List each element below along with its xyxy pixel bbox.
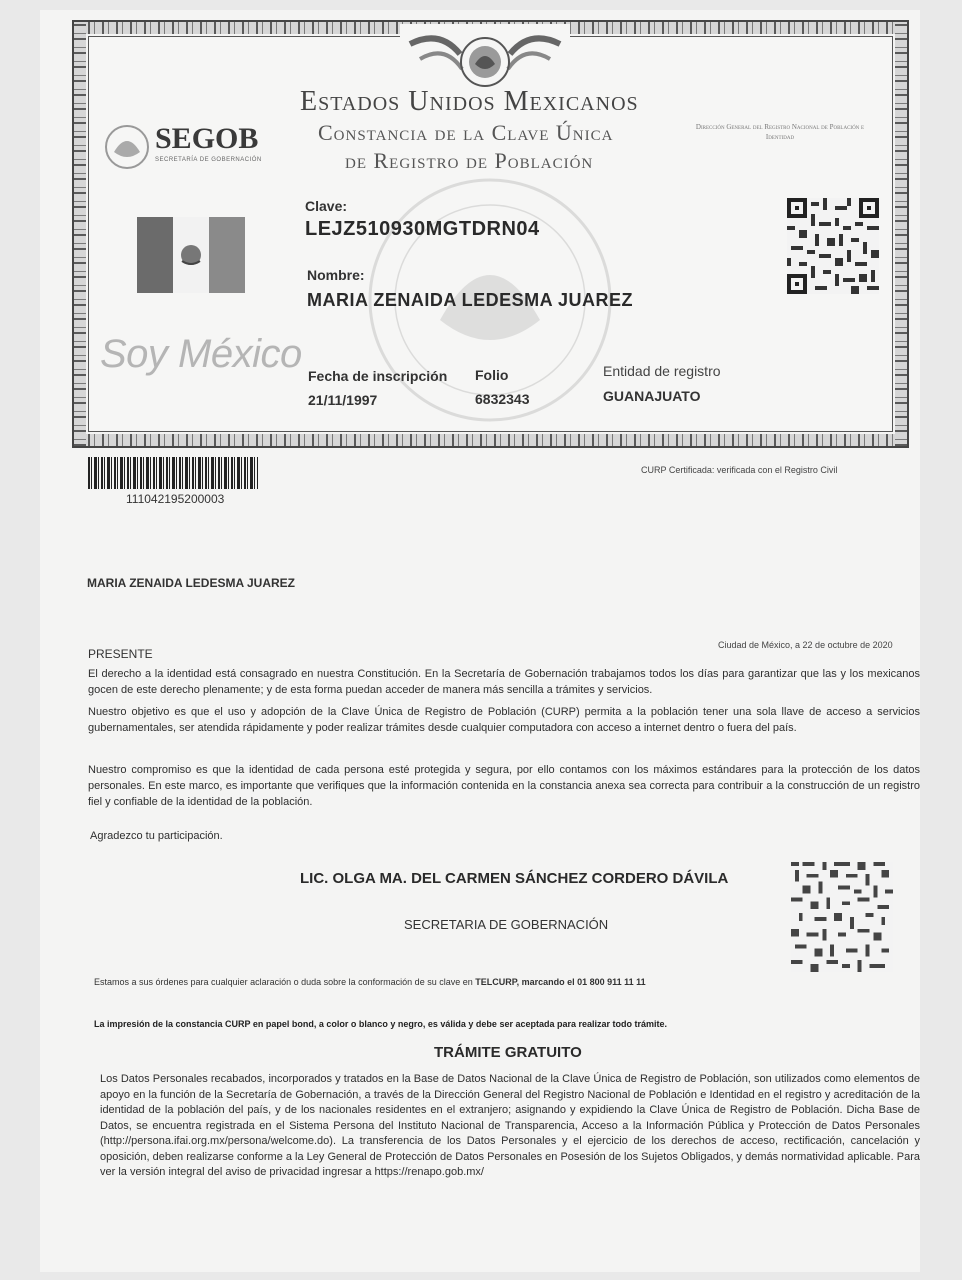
nombre-value: MARIA ZENAIDA LEDESMA JUAREZ	[307, 290, 634, 310]
barcode-icon	[88, 457, 258, 489]
document-subtitle-line2: de Registro de Población	[345, 148, 594, 173]
signer-name: LIC. OLGA MA. DEL CARMEN SÁNCHEZ CORDERO DÁVILA	[300, 870, 729, 887]
signer-title: SECRETARIA DE GOBERNACIÓN	[404, 917, 609, 932]
tramite-gratuito-heading: TRÁMITE GRATUITO	[434, 1044, 582, 1061]
document-subtitle-line1: Constancia de la Clave Única	[318, 120, 614, 145]
letter-paragraph-2: Nuestro objetivo es que el uso y adopción de la Clave Única de Registro de Población (CURP) permita a la población tener una sola llave de acceso a servicios gubernamentales, ser atendida rápidamente y poder realizar trámites desde cualquier computadora con acceso a internet dentro o fuera del país.	[88, 706, 920, 734]
clave-label: Clave:	[305, 198, 348, 214]
letter-date: Ciudad de México, a 22 de octubre de 2020	[718, 640, 893, 650]
presente-heading: PRESENTE	[88, 647, 153, 661]
border-strip-left	[74, 22, 86, 446]
contact-line	[94, 977, 854, 987]
border-strip-bottom	[74, 434, 907, 446]
fecha-value: 21/11/1997	[308, 392, 378, 408]
document-title: Estados Unidos Mexicanos	[300, 86, 639, 117]
folio-value: 6832343	[475, 391, 530, 407]
thanks-text: Agradezco tu participación.	[90, 830, 223, 842]
clave-value: LEJZ510930MGTDRN04	[305, 218, 540, 240]
national-seal-icon	[400, 24, 570, 94]
entidad-value: GUANAJUATO	[603, 388, 701, 404]
print-validity-note: La impresión de la constancia CURP en papel bond, a color o blanco y negro, es válida y debe ser aceptada para realizar todo trámite.	[94, 1019, 668, 1029]
qr-code-icon	[790, 862, 894, 972]
recipient-name: MARIA ZENAIDA LEDESMA JUAREZ	[87, 576, 296, 590]
barcode-number: 111042195200003	[126, 492, 225, 506]
letter-paragraph-1: El derecho a la identidad está consagrado en nuestra Constitución. En la Secretaría de Gobernación trabajamos todos los días para garantizar que las y los mexicanos gocen de este derecho plenamente; y de esta forma puedan acceder de manera más sencilla a trámites y servicios.	[88, 668, 920, 696]
privacy-notice: Los Datos Personales recabados, incorporados y tratados en la Base de Datos Nacional de la Clave Única de Registro de Población, son utilizados como elementos de apoyo en la función de la Secretaría de Gobernación, a través de la Dirección General del Registro Nacional de Población e Identidad en el registro y acreditación de la identidad de la población del país, y de los nacionales residentes en el extranjero; asignando y expidiendo la Clave Única de Registro de Población. Dicha Base de Datos, se encuentra registrada en el Sistema Persona del Instituto Nacional de Transparencia, Acceso a la Información Pública y Protección de Datos Personales (http://persona.ifai.org.mx/persona/welcome.do). La transferencia de los Datos Personales y el ejercicio de los derechos de acceso, rectificación, cancelación y oposición, deben realizarse conforme a la Ley General de Protección de Datos Personales en Posesión de los Sujetos Obligados, y demás normatividad aplicable. Para ver la versión integral del aviso de privacidad ingresar a https://renapo.gob.mx/	[100, 1073, 920, 1178]
nombre-label: Nombre:	[307, 267, 365, 283]
border-strip-right	[895, 22, 907, 446]
directorate-text: Dirección General del Registro Nacional de Población e Identidad	[695, 123, 865, 141]
contact-phone: TELCURP, marcando el 01 800 911 11 11	[475, 977, 646, 987]
qr-code-icon	[787, 197, 879, 295]
segob-logo-text: SEGOB	[155, 122, 259, 155]
folio-label: Folio	[475, 367, 509, 383]
segob-emblem-icon	[104, 124, 150, 170]
contact-text: Estamos a sus órdenes para cualquier aclaración o duda sobre la conformación de su clave en	[94, 977, 476, 987]
letter-paragraph-3: Nuestro compromiso es que la identidad de cada persona esté protegida y segura, por ello contamos con los máximos estándares para la protección de los datos personales. En este marco, es importante que verifiques que la información contenida en la constancia anexa sea correcta para contribuir a la construcción de un registro fiel y confiable de la identidad de la población.	[88, 764, 920, 808]
mexico-flag-icon	[137, 217, 245, 293]
fecha-label: Fecha de inscripción	[308, 368, 448, 384]
entidad-label: Entidad de registro	[603, 363, 721, 379]
soy-mexico-brand: Soy México	[100, 332, 302, 376]
curp-certified-note: CURP Certificada: verificada con el Registro Civil	[641, 465, 838, 475]
segob-subtitle: SECRETARÍA DE GOBERNACIÓN	[155, 157, 262, 163]
